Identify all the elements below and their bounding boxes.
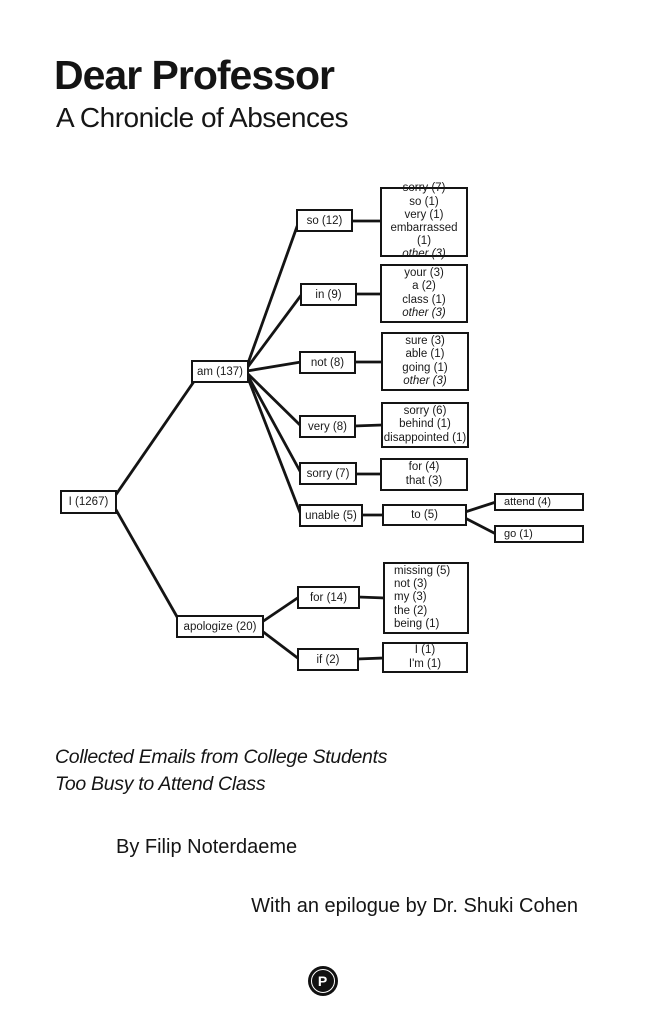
edge-to-attend: [465, 502, 496, 512]
cover-tagline: [55, 744, 387, 798]
leaf-line: not (3): [394, 578, 428, 591]
leaf-box-in: [380, 264, 468, 323]
leaf-line: missing (5): [394, 564, 451, 577]
leaf-line: sorry (7): [402, 182, 446, 195]
leaf-box-very: [381, 402, 469, 448]
edge-i-am: [115, 380, 195, 496]
leaf-line: other (3): [402, 306, 446, 319]
tree-node-go: go (1): [494, 525, 584, 543]
edge-am-unable: [248, 378, 301, 515]
publisher-logo-icon: [308, 966, 338, 996]
leaf-line: for (4): [408, 461, 440, 474]
tagline-line-1: Collected Emails from College Students: [55, 746, 388, 768]
leaf-line: being (1): [394, 617, 440, 630]
leaf-line: other (3): [402, 248, 446, 261]
leaf-line: sorry (6): [403, 405, 447, 418]
tree-node-root: I (1267): [60, 490, 117, 514]
edge-to-go: [465, 518, 496, 534]
leaf-line: a (2): [412, 280, 436, 293]
leaf-line: disappointed (1): [383, 431, 467, 444]
leaf-line: going (1): [402, 361, 448, 374]
leaf-box-if: [382, 642, 468, 673]
leaf-line: behind (1): [399, 418, 451, 431]
tree-node-very: very (8): [299, 415, 356, 438]
edge-if-leaf: [357, 658, 384, 659]
tree-node-for: for (14): [297, 586, 360, 609]
leaf-line: I (1): [414, 644, 436, 657]
leaf-box-not: [381, 332, 469, 391]
edge-am-not: [247, 362, 301, 371]
leaf-line: very (1): [404, 208, 444, 221]
edge-am-so: [247, 221, 299, 366]
edge-apologize-if: [262, 631, 299, 659]
author-byline: By Filip Noterdaeme: [116, 836, 298, 858]
tree-node-in: in (9): [300, 283, 357, 306]
tree-node-am: am (137): [191, 360, 249, 383]
tree-node-unable: unable (5): [299, 504, 363, 527]
edge-very-leaf: [354, 425, 383, 426]
edge-am-sorry: [248, 376, 301, 473]
tree-node-sorry: sorry (7): [299, 462, 357, 485]
tree-node-if: if (2): [297, 648, 359, 671]
leaf-line: my (3): [394, 591, 427, 604]
leaf-box-sorry: [380, 458, 468, 491]
edge-am-very: [248, 374, 301, 426]
leaf-line: sure (3): [405, 335, 445, 348]
tree-node-apologize: apologize (20): [176, 615, 264, 638]
tree-node-not: not (8): [299, 351, 356, 374]
leaf-box-so: [380, 182, 468, 261]
publisher-initial: P: [311, 969, 335, 993]
leaf-line: the (2): [394, 604, 428, 617]
book-subtitle: A Chronicle of Absences: [56, 102, 349, 133]
leaf-line: your (3): [404, 267, 444, 280]
leaf-line: that (3): [405, 474, 443, 487]
edge-for-leaf: [358, 597, 385, 598]
edge-apologize-for: [262, 597, 299, 622]
edge-i-apologize: [115, 508, 180, 622]
edge-am-in: [247, 294, 302, 368]
leaf-line: so (1): [409, 195, 439, 208]
leaf-line: class (1): [402, 293, 446, 306]
leaf-line: I'm (1): [408, 657, 442, 670]
book-title: Dear Professor: [54, 52, 334, 98]
tree-node-attend: attend (4): [494, 493, 584, 511]
leaf-line: able (1): [405, 348, 445, 361]
leaf-line: embarrassed (1): [390, 222, 458, 248]
tree-node-so: so (12): [296, 209, 353, 232]
tree-node-to: to (5): [382, 504, 467, 526]
leaf-line: other (3): [403, 374, 447, 387]
tagline-line-2: Too Busy to Attend Class: [55, 773, 266, 795]
leaf-box-for: [383, 562, 469, 634]
epilogue-credit: With an epilogue by Dr. Shuki Cohen: [251, 895, 578, 917]
